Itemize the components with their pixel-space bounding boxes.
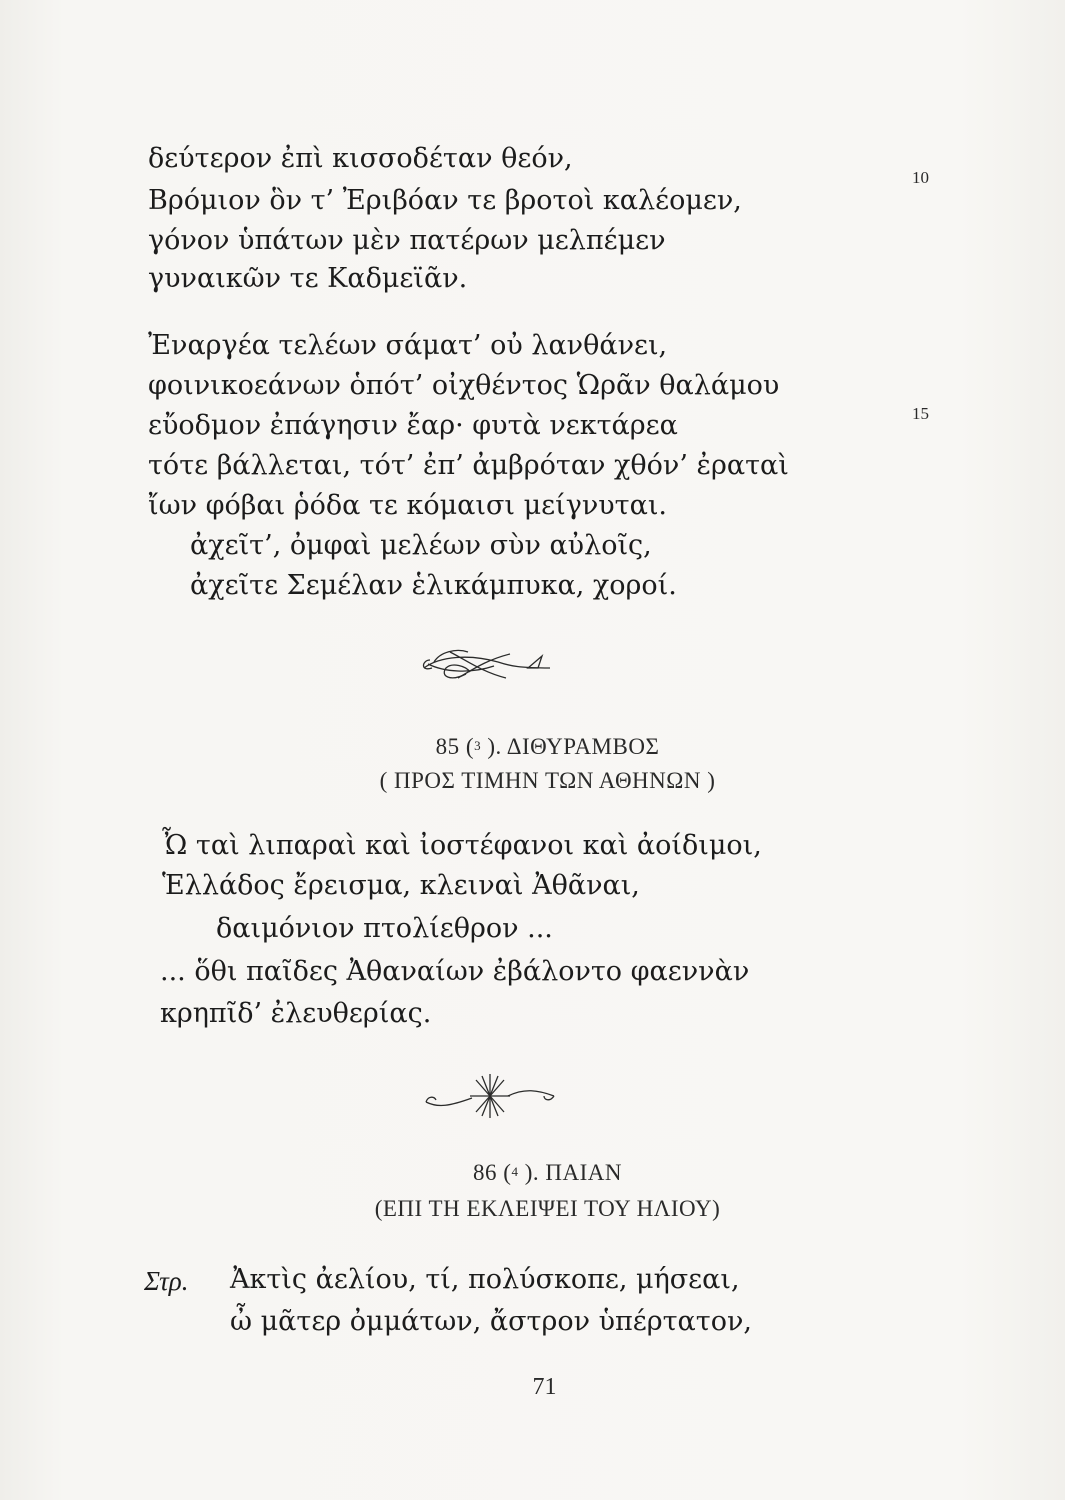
verse-line: ἀχεῖτ’, ὀμφαὶ μελέων σὺν αὐλοῖς,	[190, 530, 652, 561]
verse-line: Ἐναργέα τελέων σάματ’ οὐ λανθάνει,	[148, 330, 668, 361]
verse-line: Βρόμιον ὃν τ’ Ἐριβόαν τε βροτοὶ καλέομεν,	[148, 185, 742, 216]
verse-line: Ἀκτὶς ἀελίου, τί, πολύσκοπε, μήσεαι,	[230, 1264, 740, 1295]
footnote-ref: 4	[511, 1164, 519, 1179]
page-number: 71	[532, 1374, 557, 1400]
verse-line: ... ὅθι παῖδες Ἀθαναίων ἐβάλοντο φαεννὰν	[160, 956, 750, 987]
section-86-title: 86 ($^4$ ). ΠΑΙΑΝ	[473, 1160, 622, 1185]
verse-line: τότε βάλλεται, τότ’ ἐπ’ ἀμβρόταν χθόν’ ἐραταὶ	[148, 450, 789, 481]
verse-line: Ἑλλάδος ἔρεισμα, κλειναὶ Ἀθᾶναι,	[162, 870, 640, 901]
line-number: 15	[912, 404, 929, 423]
footnote-ref: 3	[474, 738, 482, 753]
verse-line: γόνον ὑπάτων μὲν πατέρων μελπέμεν	[148, 225, 666, 256]
verse-line: ὦ μᾶτερ ὀμμάτων, ἄστρον ὑπέρτατον,	[230, 1306, 752, 1337]
verse-line: γυναικῶν τε Καδμεϊᾶν.	[148, 263, 468, 294]
verse-line: εὔοδμον ἐπάγησιν ἔαρ· φυτὰ νεκτάρεα	[148, 410, 678, 441]
verse-line: φοινικοεάνων ὁπότ’ οἰχθέντος Ὡρᾶν θαλάμου	[148, 370, 780, 401]
verse-line: ἴων φόβαι ῥόδα τε κόμαισι μείγνυται.	[148, 490, 667, 521]
verse-line: δεύτερον ἐπὶ κισσοδέταν θεόν,	[148, 143, 573, 174]
verse-line: δαιμόνιον πτολίεθρον ...	[216, 913, 553, 944]
line-number: 10	[912, 168, 929, 187]
star-flourish-ornament-icon	[420, 1068, 560, 1124]
section-85-title: 85 ($^3$ ). ΔΙΘΥΡΑΜΒΟΣ	[435, 734, 660, 759]
section-86-subtitle: (ΕΠΙ ΤΗ ΕΚΛΕΙΨΕΙ ΤΟΥ ΗΛΙΟΥ)	[374, 1196, 721, 1221]
section-85-subtitle: ( ΠΡΟΣ ΤΙΜΗΝ ΤΩΝ ΑΘΗΝΩΝ )	[379, 768, 716, 793]
strophe-label: Στρ.	[144, 1266, 189, 1296]
verse-line: κρηπῖδ’ ἐλευθερίας.	[160, 998, 432, 1029]
flourish-ornament-icon	[410, 638, 560, 690]
verse-line: Ὦ ταὶ λιπαραὶ καὶ ἰοστέφανοι καὶ ἀοίδιμοι,	[162, 830, 762, 861]
verse-line: ἀχεῖτε Σεμέλαν ἑλικάμπυκα, χοροί.	[190, 570, 677, 601]
